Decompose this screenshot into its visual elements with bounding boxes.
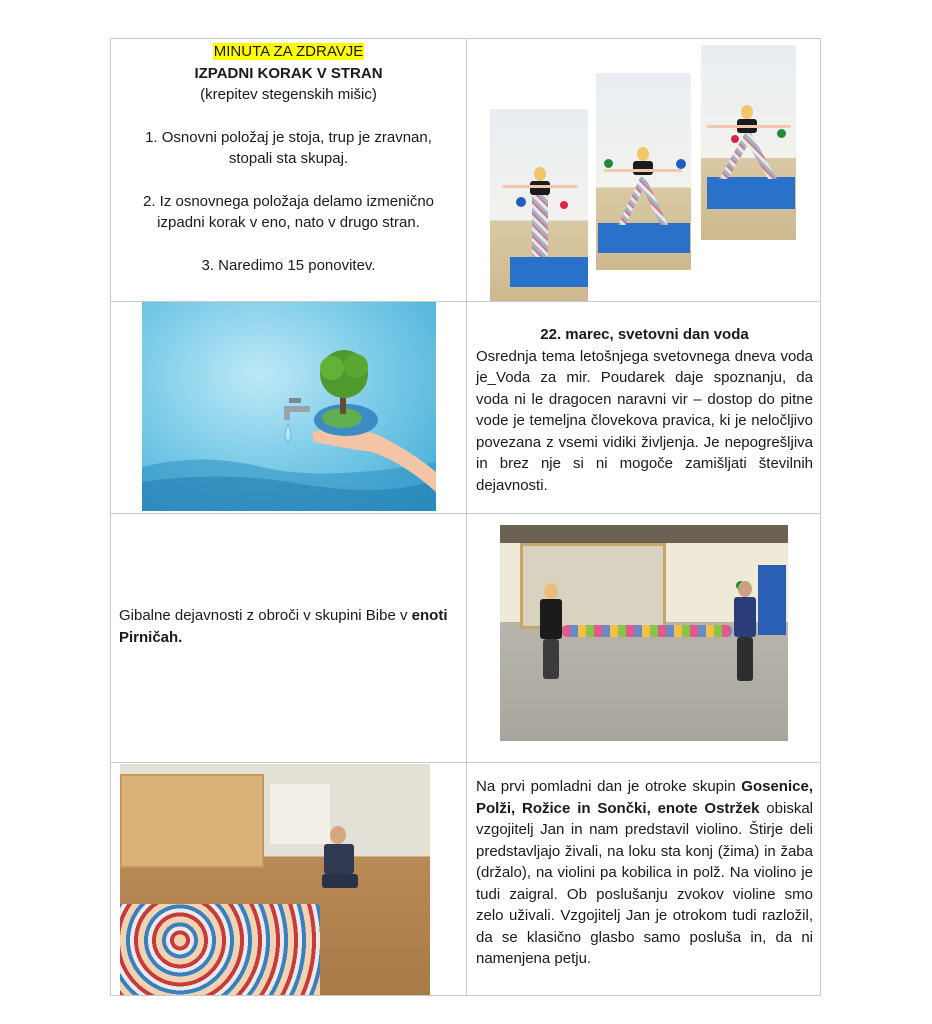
row-divider-3 — [111, 762, 820, 763]
hoop-activity-bold: enoti Pirničah. — [119, 607, 448, 646]
highlighted-title: MINUTA ZA ZDRAVJE — [213, 43, 364, 60]
water-illustration-svg — [142, 302, 436, 511]
water-day-body: Osrednja tema letošnjega svetovnega dneva voda je_Voda za mir. Poudarek daje spoznanju, da voda ni le dragocen naravni vir – dostop do pitne vode je temeljna človekova pravica, ki je neločljivo povezana z vsemi vidiki življenja. Je nepogrešljiva in brez nje si ni mogoče zamišljati številnih dejavnosti. — [476, 347, 813, 494]
exercise-subtitle: (krepitev stegenskih mišic) — [200, 86, 377, 103]
world-water-day-image — [142, 302, 436, 511]
exercise-title: IZPADNI KORAK V STRAN — [194, 64, 383, 82]
violin-text-intro: Na prvi pomladni dan je otroke skupin — [476, 778, 742, 795]
step-3: 3. Naredimo 15 ponovitev. — [201, 256, 376, 274]
step-1-line-2: stopali sta skupaj. — [228, 150, 349, 167]
step-2-line-1: 2. Iz osnovnega položaja delamo izmenično — [142, 192, 434, 210]
hoop-activity-photo — [500, 525, 788, 741]
violin-text-body: obiskal vzgojitelj Jan in nam predstavil violino. Štirje deli predstavljajo živali, na loku sta konj (žima) in žaba (držalo), na violini pa kobilica in polž. Na violino je tudi zaigral. Ob poslušanju zvokov violine smo zelo uživali. Vzgojitelj Jan je otrokom tudi razložil, da se klasično glasbo samo posluša in, da ni namenjena petju. — [476, 799, 813, 967]
violin-visit-photo — [120, 764, 430, 995]
hoop-activity-plain: Gibalne dejavnosti z obroči v skupini Bibe v — [119, 607, 412, 624]
water-day-heading: 22. marec, svetovni dan voda — [540, 326, 749, 343]
row-divider-2 — [111, 513, 820, 514]
water-day-text-cell — [476, 324, 813, 496]
exercise-text-cell — [111, 41, 466, 276]
exercise-photo-2 — [596, 73, 691, 270]
violin-text-groups: Gosenice, Polži, Rožice in Sončki, enote Ostržek — [476, 778, 813, 817]
exercise-photo-1 — [490, 109, 588, 301]
violin-visit-text — [476, 776, 813, 970]
column-divider — [466, 39, 467, 995]
exercise-photo-3 — [701, 45, 796, 240]
step-1-line-1: 1. Osnovni položaj je stoja, trup je zravnan, — [145, 128, 432, 146]
content-table — [110, 38, 821, 996]
step-2-line-2: izpadni korak v eno, nato v drugo stran. — [157, 214, 420, 231]
hoop-activity-text — [119, 605, 464, 648]
